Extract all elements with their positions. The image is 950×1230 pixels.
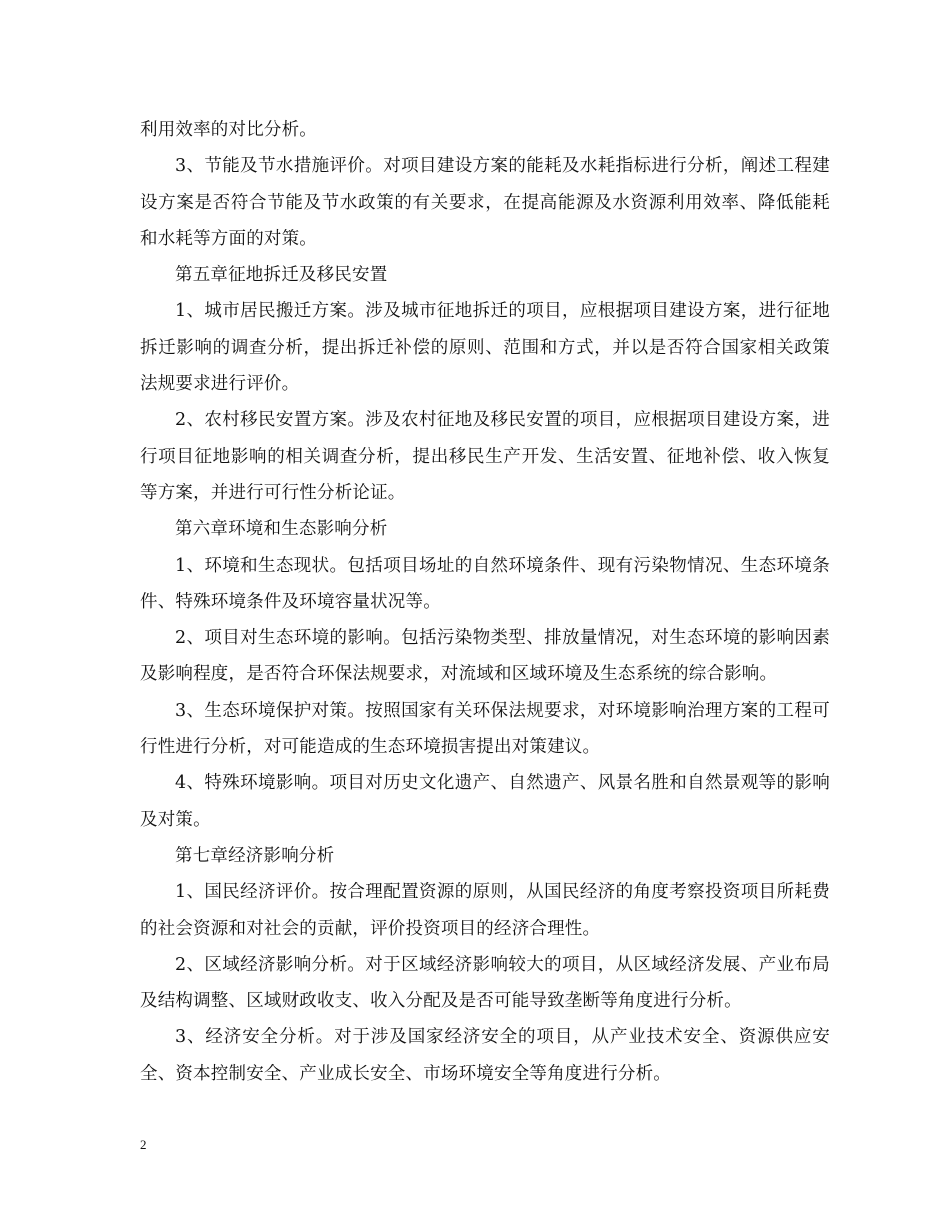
paragraph-special-environment: 4、特殊环境影响。项目对历史文化遗产、自然遗产、风景名胜和自然景观等的影响及对策。: [140, 773, 830, 830]
paragraph-rural-resettlement: 2、农村移民安置方案。涉及农村征地及移民安置的项目，应根据项目建设方案，进行项目征地影响的相关调查分析，提出移民生产开发、生活安置、征地补偿、收入恢复等方案，并进行可行性分析论证。: [140, 410, 830, 503]
chapter-heading-7: 第七章经济影响分析: [175, 845, 335, 866]
paragraph-economic-security: 3、经济安全分析。对于涉及国家经济安全的项目，从产业技术安全、资源供应安全、资本控制安全、产业成长安全、市场环境安全等角度进行分析。: [140, 1027, 830, 1084]
document-body: [140, 112, 830, 1092]
paragraph-continuation: 利用效率的对比分析。: [140, 120, 317, 140]
chapter-heading-5: 第五章征地拆迁及移民安置: [175, 265, 388, 286]
paragraph-regional-economy: 2、区域经济影响分析。对于区域经济影响较大的项目，从区域经济发展、产业布局及结构调整、区域财政收支、收入分配及是否可能导致垄断等角度进行分析。: [140, 954, 830, 1012]
paragraph-eco-protection: 3、生态环境保护对策。按照国家有关环保法规要求，对环境影响治理方案的工程可行性进行分析，对可能造成的生态环境损害提出对策建议。: [140, 700, 830, 758]
paragraph-energy-water-measures: 3、节能及节水措施评价。对项目建设方案的能耗及水耗指标进行分析，阐述工程建设方案是否符合节能及节水政策的有关要求，在提高能源及水资源利用效率、降低能耗和水耗等方面的对策。: [140, 156, 830, 249]
paragraph-national-economy: 1、国民经济评价。按合理配置资源的原则，从国民经济的角度考察投资项目所耗费的社会资源和对社会的贡献，评价投资项目的经济合理性。: [140, 882, 830, 939]
paragraph-urban-relocation: 1、城市居民搬迁方案。涉及城市征地拆迁的项目，应根据项目建设方案，进行征地拆迁影响的调查分析，提出拆迁补偿的原则、范围和方式，并以是否符合国家相关政策法规要求进行评价。: [140, 301, 830, 395]
page-number: 2: [140, 1137, 147, 1152]
paragraph-eco-impact: 2、项目对生态环境的影响。包括污染物类型、排放量情况，对生态环境的影响因素及影响程度，是否符合环保法规要求，对流域和区域环境及生态系统的综合影响。: [140, 628, 830, 685]
paragraph-environment-status: 1、环境和生态现状。包括项目场址的自然环境条件、现有污染物情况、生态环境条件、特殊环境条件及环境容量状况等。: [140, 555, 830, 612]
chapter-heading-6: 第六章环境和生态影响分析: [175, 519, 388, 540]
